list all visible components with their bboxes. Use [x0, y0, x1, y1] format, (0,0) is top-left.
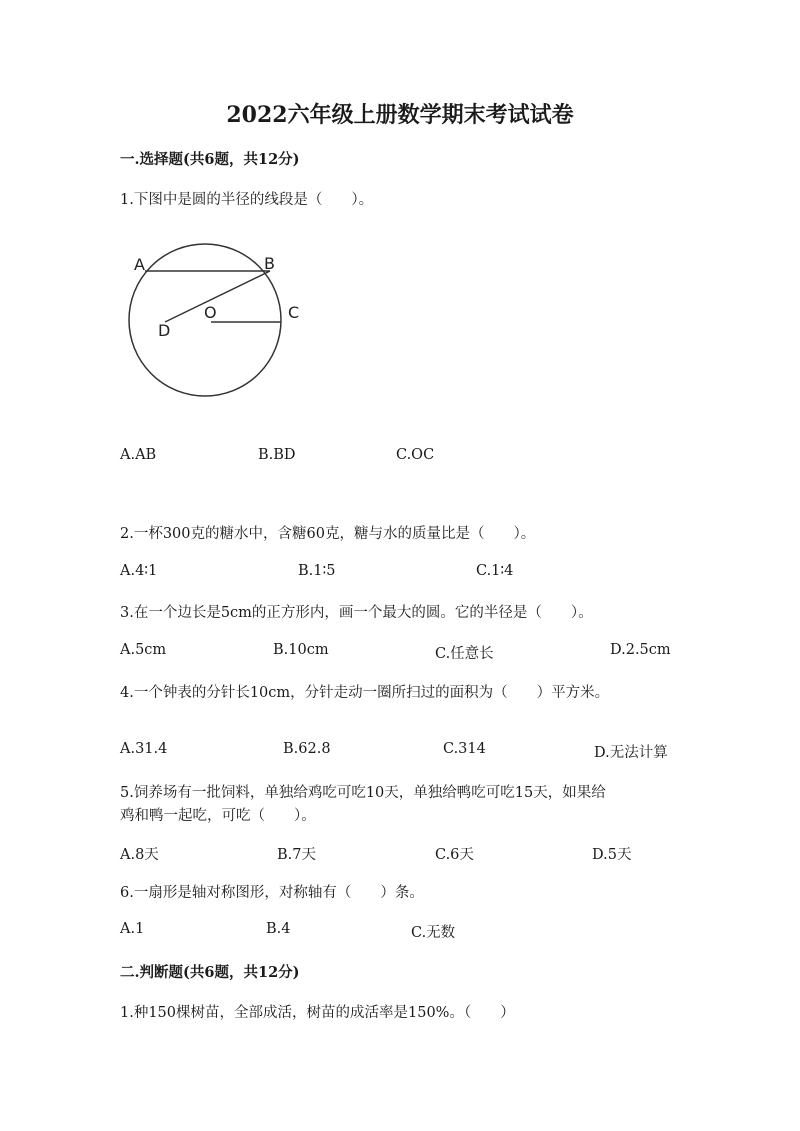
question-4-stem: 4.一个钟表的分针长10cm，分针走动一圈所扫过的面积为（ ）平方米。: [120, 685, 610, 701]
question-4-option-d: D.无法计算: [594, 745, 668, 761]
section-heading-choice: 一.选择题(共6题，共12分): [120, 151, 300, 168]
question-2-option-a: A.4∶1: [120, 563, 158, 579]
question-4-option-b: B.62.8: [283, 741, 331, 757]
question-2-option-c: C.1∶4: [476, 563, 514, 579]
question-5-stem-line-2: 鸡和鸭一起吃，可吃（ ）。: [120, 808, 316, 824]
page-title: 2022六年级上册数学期末考试试卷: [226, 102, 574, 128]
question-6-option-a: A.1: [120, 921, 145, 937]
question-3-option-b: B.10cm: [273, 642, 329, 658]
question-3-option-a: A.5cm: [120, 642, 167, 658]
label-c: C: [288, 303, 300, 322]
question-1-option-a: A.AB: [120, 447, 157, 463]
question-3-option-d: D.2.5cm: [610, 642, 671, 658]
label-a: A: [134, 255, 145, 274]
section-heading-judgment: 二.判断题(共6题，共12分): [120, 964, 300, 981]
question-1-option-b: B.BD: [258, 447, 296, 463]
question-6-option-c: C.无数: [411, 925, 456, 941]
question-3-option-c: C.任意长: [435, 646, 494, 662]
question-6-stem: 6.一扇形是轴对称图形，对称轴有（ ）条。: [120, 885, 424, 901]
question-1-option-c: C.OC: [396, 447, 435, 463]
question-2-option-b: B.1∶5: [298, 563, 336, 579]
question-1-stem: 1.下图中是圆的半径的线段是（ ）。: [120, 192, 374, 208]
question-6-option-b: B.4: [266, 921, 291, 937]
circle-figure: [120, 240, 320, 410]
question-5-option-c: C.6天: [435, 847, 474, 863]
question-5-option-a: A.8天: [120, 847, 159, 863]
judgment-question-1-stem: 1.种150棵树苗，全部成活，树苗的成活率是150%。（ ）: [120, 1005, 515, 1021]
question-2-stem: 2.一杯300克的糖水中，含糖60克，糖与水的质量比是（ ）。: [120, 526, 536, 542]
question-4-option-a: A.31.4: [120, 741, 168, 757]
segment-bd: [165, 271, 270, 322]
label-b: B: [264, 254, 275, 273]
question-4-option-c: C.314: [443, 741, 486, 757]
label-o: O: [204, 303, 217, 322]
question-3-stem: 3.在一个边长是5cm的正方形内，画一个最大的圆。它的半径是（ ）。: [120, 605, 593, 621]
label-d: D: [158, 321, 171, 340]
question-5-option-d: D.5天: [592, 847, 632, 863]
question-5-option-b: B.7天: [277, 847, 316, 863]
question-5-stem-line-1: 5.饲养场有一批饲料，单独给鸡吃可吃10天，单独给鸭吃可吃15天，如果给: [120, 785, 606, 801]
